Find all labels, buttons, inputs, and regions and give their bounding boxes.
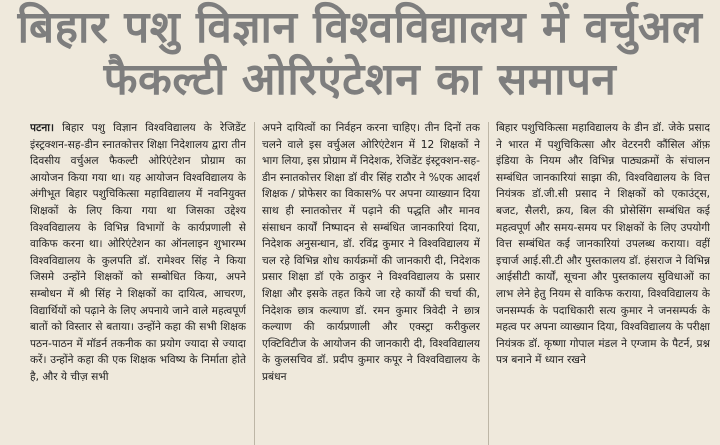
dateline-place: पटना। [30,122,54,134]
column-3-text: बिहार पशुचिकित्सा महाविद्यालय के डीन डॉ. जेके प्रसाद ने भारत में पशुचिकित्सा और वेटरनरी कौंसिल ऑफ़ इंडिया के नियम और विभिन्न पाठ्यक्रमों के संचालन सम्बंधित जानकारियां साझा की, विश्वविद्यालय के वित्त नियंत्रक डॉ.जी.सी प्रसाद ने शिक्षकों को एकाउंट्स, बजट, सैलरी, क्रय, बिल की प्रोसेसिंग सम्बंधित कई महत्वपूर्ण और समय-समय पर शिक्षकों के लिए उपयोगी वित्त सम्बंधित कई जानकारियां उपलब्ध कराया। वहीं इचार्ज आई.सी.टी और पुस्तकालय डॉ. हंसराज ने विभिन्न आईसीटी कार्यों, सूचना और पुस्तकालय सुविधाओं का लाभ लेने हेतु नियम से वाकिफ कराया, विश्वविद्यालय के जनसम्पर्क के पदाधिकारी सत्य कुमार ने जनसम्पर्क के महत्व पर अपना व्याख्यान दिया, विश्वविद्यालय के परीक्षा नियंत्रक डॉ. कृष्णा गोपाल मंडल ने एग्जाम के पैटर्न, प्रश्न पत्र बनाने में ध्यान रखने [496,122,710,367]
article-column-2 [262,120,480,445]
column-divider-2 [488,122,489,445]
headline-line-1: बिहार पशु विज्ञान विश्वविद्यालय में वर्चुअल [17,2,703,53]
column-1-text: बिहार पशु विज्ञान विश्वविद्यालय के रेजिडेंट इंस्ट्रक्शन-सह-डीन स्नातकोत्तर शिक्षा निदेशालय द्वारा तीन दिवसीय वर्चुअल फैकल्टी ओरिएंटेशन प्रोग्राम का आयोजन किया गया था। यह आयोजन विश्वविद्यालय के अंगीभूत बिहार पशुचिकित्सा महाविद्यालय में नवनियुक्त शिक्षकों के लिए किया गया था जिसका उद्देश्य विश्वविद्यालय के विभिन्न विभागों के कार्यप्रणाली से वाकिफ करना था। ओरिएंटेशन का ऑनलाइन शुभारम्भ विश्वविद्यालय के कुलपति डॉ. रामेश्वर सिंह ने किया जिसमे उन्होंने शिक्षकों को सम्बोधित किया, अपने सम्बोधन में श्री सिंह ने शिक्षकों का दायित्व, आचरण, विद्यार्थियों को पढ़ाने के लिए अपनाये जाने वाले महत्वपूर्ण बातों को विस्तार से बताया। उन्होंने कहा की सभी शिक्षक पठन-पाठन में मॉडर्न तकनीक का प्रयोग ज्यादा से ज्यादा करें। उन्होंने कहा की एक शिक्षक भविष्य के निर्माता होते है, और ये चीज़ सभी [30,122,246,383]
article-column-3 [496,120,710,445]
column-divider-1 [254,122,255,445]
column-2-text: अपने दायित्वों का निर्वहन करना चाहिए। तीन दिनों तक चलने वाले इस वर्चुअल ओरिएंटेशन में 12 शिक्षकों ने भाग लिया, इस प्रोग्राम में निदेशक, रेजिडेंट इंस्ट्रक्शन-सह-डीन स्नातकोत्तर शिक्षा डॉ वीर सिंह राठौर ने %एक आदर्श शिक्षक / प्रोफेसर का विकास% पर अपना व्याख्यान दिया साथ ही स्नातकोत्तर में पढ़ाने की पद्धति और मानव संसाधन कार्यों निष्पादन से सम्बंधित जानकारियां दिया, निदेशक अनुसन्धान, डॉ. रविंद्र कुमार ने विश्वविद्यालय में चल रहे विभिन्न शोध कार्यक्रमों की जानकारी दी, निदेशक प्रसार शिक्षा डॉ एके ठाकुर ने विश्वविद्यालय के प्रसार शिक्षा और इसके तहत किये जा रहे कार्यों की चर्चा की, निदेशक छात्र कल्याण डॉ. रमन कुमार त्रिवेदी ने छात्र कल्याण की कार्यप्रणाली और एक्स्ट्रा करीकुलर एक्टिविटीज के आयोजन की जानकारी दी, विश्वविद्यालय के कुलसचिव डॉ. प्रदीप कुमार कपूर ने विश्वविद्यालय के प्रबंधन [262,122,480,383]
headline-line-2: फैकल्टी ओरिएंटेशन का समापन [103,54,617,105]
article-column-1 [30,120,246,445]
